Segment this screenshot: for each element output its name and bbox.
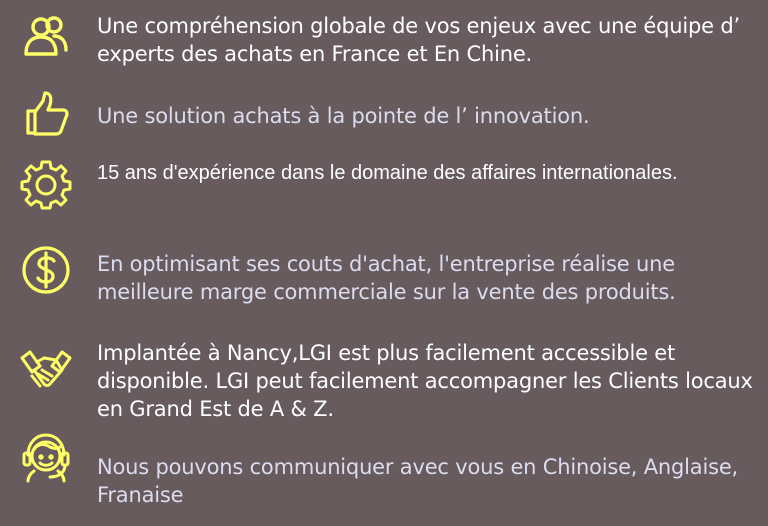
feature-text: En optimisant ses couts d'achat, l'entreprise réalise une meilleure marge commerciale sur la vente des produits.: [97, 252, 676, 304]
feature-text: Une solution achats à la pointe de l’ innovation.: [97, 104, 590, 128]
feature-text: 15 ans d'expérience dans le domaine des affaires internationales.: [97, 162, 678, 184]
handshake-icon: [20, 344, 72, 396]
support-headset-icon: [20, 431, 72, 483]
dollar-icon: [20, 244, 72, 296]
feature-text: Une compréhension globale de vos enjeux avec une équipe d’ experts des achats en France et En Chine.: [97, 14, 740, 66]
team-icon: [20, 12, 72, 64]
feature-text: Nous pouvons communiquer avec vous en Chinoise, Anglaise, Franaise: [97, 455, 739, 507]
thumbs-up-icon: [20, 89, 72, 141]
gear-icon: [20, 158, 72, 210]
feature-text: Implantée à Nancy,LGI est plus facilement accessible et disponible. LGI peut facilement accompagner les Clients locaux en Grand Est de A & Z.: [97, 341, 753, 421]
